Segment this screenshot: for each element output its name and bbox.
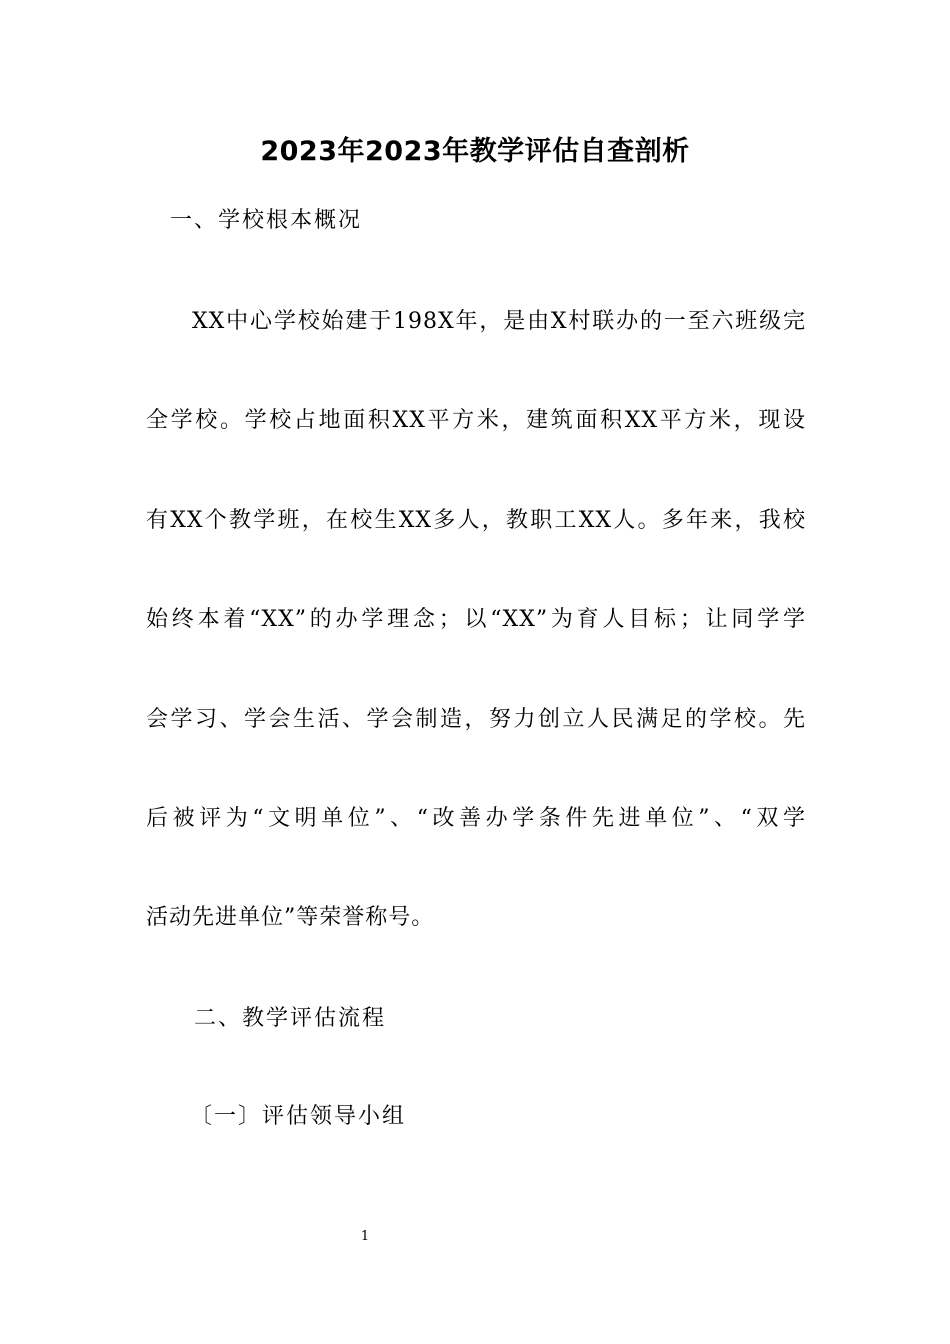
paragraph-line: 会学习、学会生活、学会制造，努力创立人民满足的学校。先	[146, 707, 806, 732]
paragraph-line: 始终本着“XX”的办学理念；以“XX”为育人目标；让同学学	[146, 607, 806, 632]
section-heading-evaluation-process: 二、教学评估流程	[194, 1006, 387, 1031]
subsection-heading-leadership-group: 〔一〕评估领导小组	[190, 1104, 407, 1129]
paragraph-line: 有XX个教学班，在校生XX多人，教职工XX人。多年来，我校	[146, 508, 806, 533]
paragraph-line: 后被评为“文明单位”、“改善办学条件先进单位”、“双学	[146, 806, 806, 831]
document-title: 2023年2023年教学评估自查剖析	[260, 136, 690, 167]
section-heading-basic-overview: 一、学校根本概况	[170, 208, 363, 233]
paragraph-line: 活动先进单位”等荣誉称号。	[146, 905, 435, 930]
paragraph-line: 全学校。学校占地面积XX平方米，建筑面积XX平方米，现设	[146, 408, 806, 433]
paragraph-line: XX中心学校始建于198X年，是由X村联办的一至六班级完	[192, 309, 806, 334]
page-number: 1	[360, 1229, 370, 1244]
